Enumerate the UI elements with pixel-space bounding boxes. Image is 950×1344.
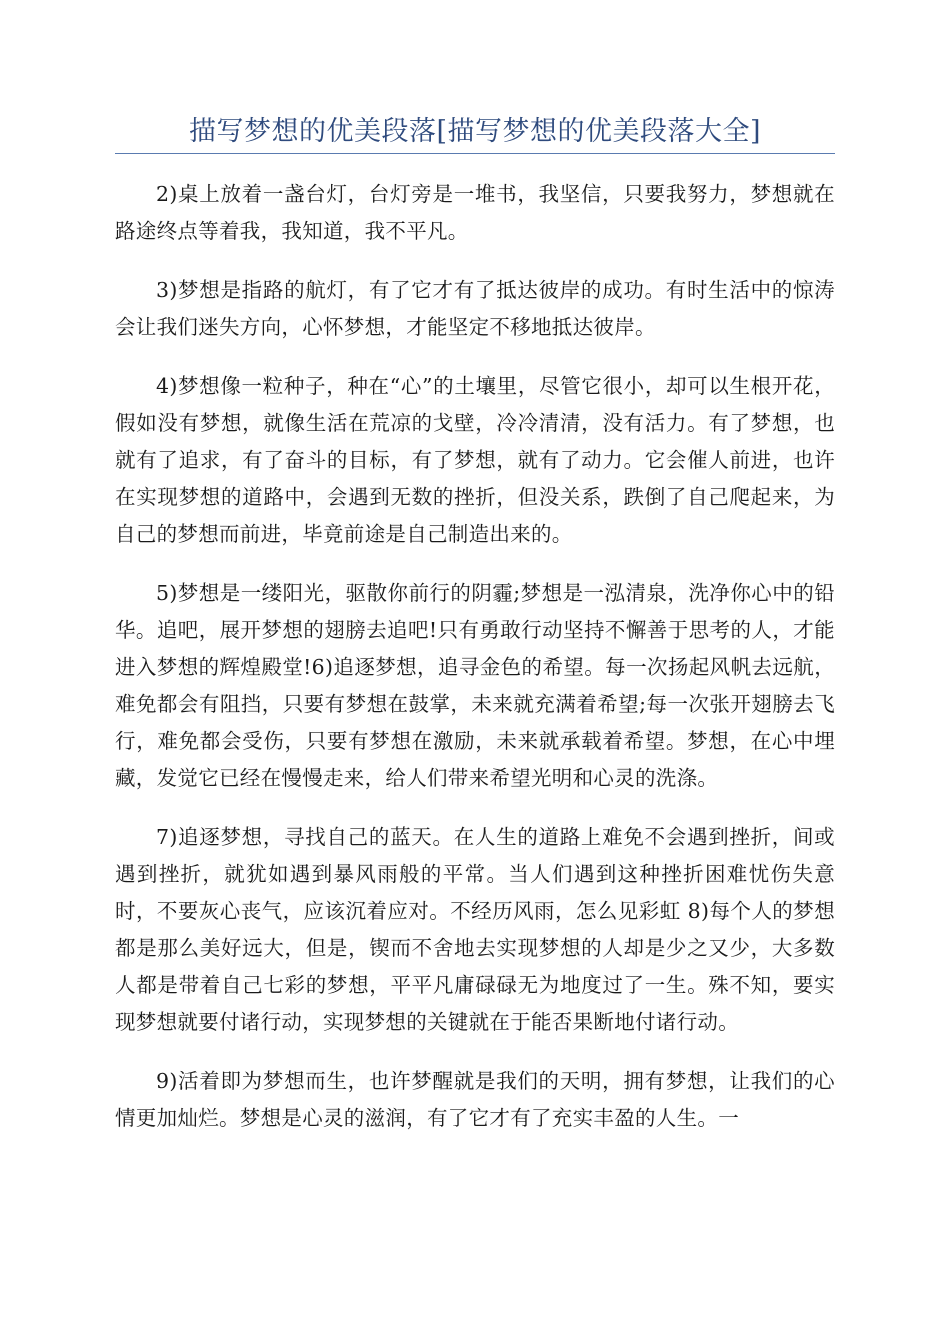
document-body [115,176,835,1159]
paragraph-2: 2)桌上放着一盏台灯，台灯旁是一堆书，我坚信，只要我努力，梦想就在路途终点等着我，我知道，我不平凡。 [115,182,835,243]
paragraph-7-8: 7)追逐梦想，寻找自己的蓝天。在人生的道路上难免不会遇到挫折，间或遇到挫折，就犹如遇到暴风雨般的平常。当人们遇到这种挫折困难忧伤失意时，不要灰心丧气，应该沉着应对。不经历风雨，怎么见彩虹 8)每个人的梦想都是那么美好远大，但是，锲而不舍地去实现梦想的人却是少之又少，大多数人都是带着自己七彩的梦想，平平凡庸碌碌无为地度过了一生。殊不知，要实现梦想就要付诸行动，实现梦想的关键就在于能否果断地付诸行动。 [115,825,835,1034]
title-underline [115,153,835,154]
paragraph-9: 9)活着即为梦想而生，也许梦醒就是我们的天明，拥有梦想，让我们的心情更加灿烂。梦想是心灵的滋润，有了它才有了充实丰盈的人生。一 [115,1069,835,1130]
paragraph-4: 4)梦想像一粒种子，种在“心”的土壤里，尽管它很小，却可以生根开花，假如没有梦想，就像生活在荒凉的戈壁，冷冷清清，没有活力。有了梦想，也就有了追求，有了奋斗的目标，有了梦想，就有了动力。它会催人前进，也许在实现梦想的道路中，会遇到无数的挫折，但没关系，跌倒了自己爬起来，为自己的梦想而前进，毕竟前途是自己制造出来的。 [115,374,835,546]
paragraph-5-6: 5)梦想是一缕阳光，驱散你前行的阴霾;梦想是一泓清泉，洗净你心中的铅华。追吧，展开梦想的翅膀去追吧!只有勇敢行动坚持不懈善于思考的人，才能进入梦想的辉煌殿堂!6)追逐梦想，追寻金色的希望。每一次扬起风帆去远航，难免都会有阻挡，只要有梦想在鼓掌，未来就充满着希望;每一次张开翅膀去飞行，难免都会受伤，只要有梦想在激励，未来就承载着希望。梦想，在心中埋藏，发觉它已经在慢慢走来，给人们带来希望光明和心灵的洗涤。 [115,581,835,790]
document-title: 描写梦想的优美段落[描写梦想的优美段落大全] [188,116,762,147]
paragraph-3: 3)梦想是指路的航灯，有了它才有了抵达彼岸的成功。有时生活中的惊涛会让我们迷失方向，心怀梦想，才能坚定不移地抵达彼岸。 [115,278,835,339]
